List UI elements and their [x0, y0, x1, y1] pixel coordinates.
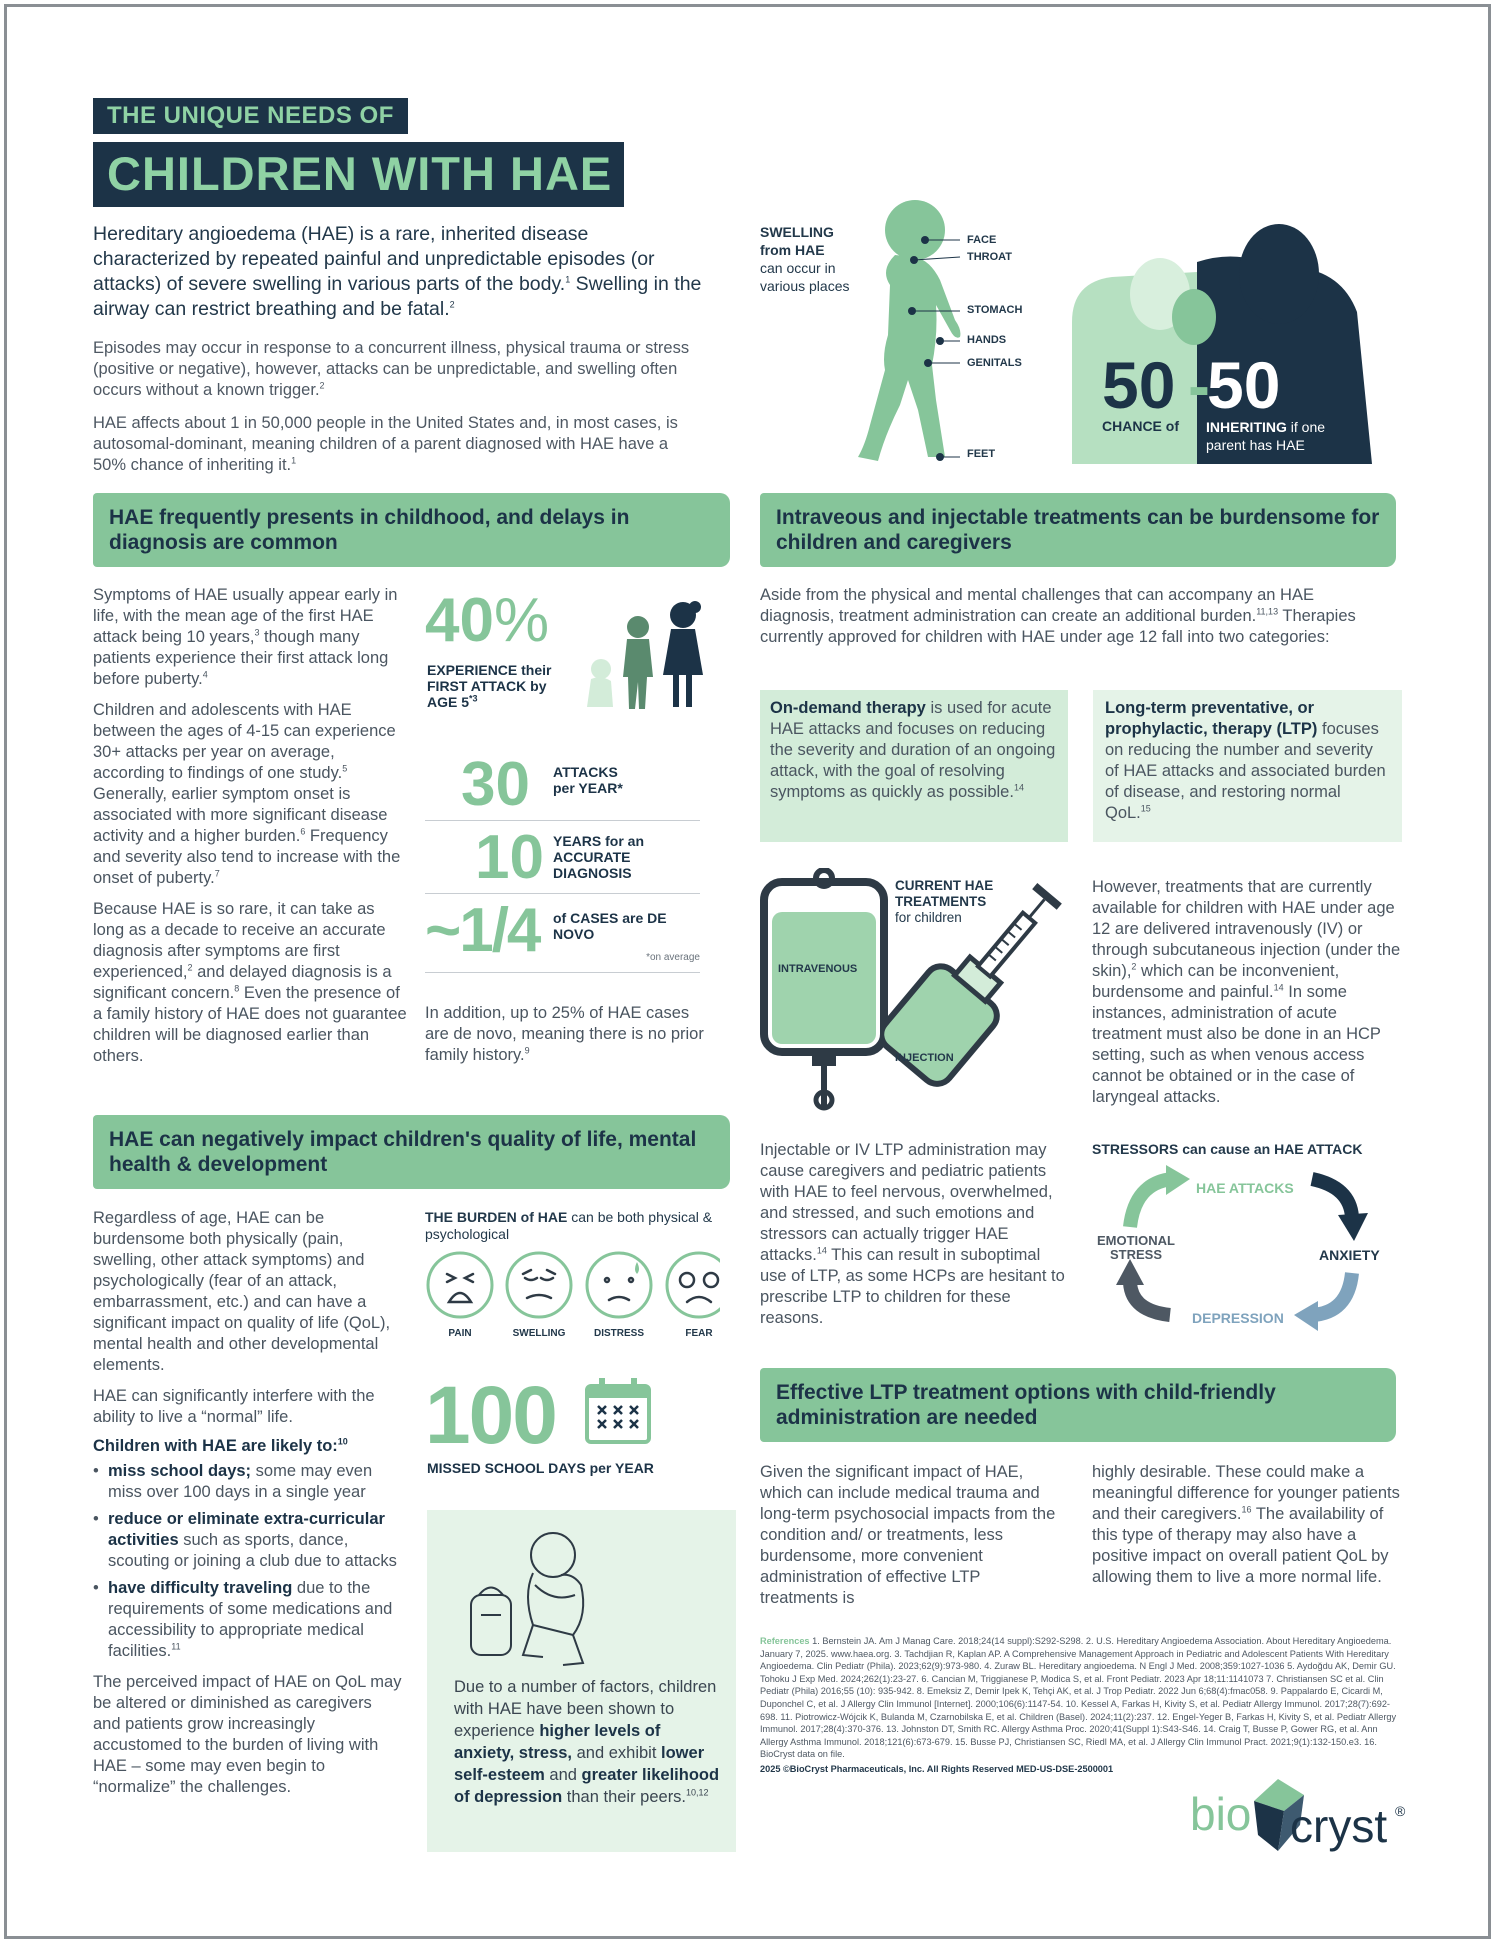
- stat-diagnosis-number: 10: [475, 823, 544, 892]
- stat-40-number: 40%: [425, 586, 550, 655]
- ltp-admin-text: Injectable or IV LTP administration may cause caregivers and pediatric patients with HAE to feel nervous, overwhelmed, and stressed, and such emotions and stressors can actually trigger HAE attacks.$^{14}$ This can result in suboptimal use of LTP, as some HCPs are hesitant to prescribe LTP to children for these reasons.: [760, 1141, 1065, 1327]
- intro-block: [93, 222, 703, 476]
- title-kicker: THE UNIQUE NEEDS OF: [93, 98, 408, 134]
- section1-p3: Because HAE is so rare, it can take as long as a decade to receive an accurate diagnosis after symptoms are first experienced,$^2$ and delayed diagnosis is a significant concern.$^8$ Even the presence of a family history of HAE does not guarantee children will be diagnosed earlier than others.: [93, 900, 407, 1065]
- face-label-pain: PAIN: [448, 1328, 472, 1339]
- denovo-text: In addition, up to 25% of HAE cases are de novo, meaning there is no prior family history.$^9$: [425, 1004, 704, 1064]
- stat-40-label: EXPERIENCE their FIRST ATTACK by AGE 5$^{*3}$: [427, 662, 552, 710]
- burden-caption: THE BURDEN of HAE can be both physical & psychological: [425, 1209, 713, 1242]
- section3-p2: HAE can significantly interfere with the ability to live a “normal” life.: [93, 1387, 375, 1426]
- face-label-swelling: SWELLING: [512, 1328, 566, 1339]
- stat-diagnosis-label: YEARS for an ACCURATE DIAGNOSIS: [553, 833, 645, 881]
- on-average-note: *on average: [646, 952, 700, 963]
- likely-heading: Children with HAE are likely to:$^{10}$: [93, 1436, 348, 1455]
- children-silhouettes-icon: [583, 597, 713, 712]
- place-hands: HANDS: [967, 334, 1007, 346]
- list-item: • have difficulty traveling due to the requirements of some medications and accessibility to appropriate medical facilities.$^{11}$: [93, 1579, 393, 1660]
- fifty-right-label: INHERITING if one parent has HAE: [1206, 419, 1326, 453]
- section1-text: [93, 585, 408, 1067]
- emotion-faces-icon: [425, 1250, 720, 1322]
- intro-paragraph-3: HAE affects about 1 in 50,000 people in the United States and, in most cases, is autosomal-dominant, meaning children of a parent diagnosed with HAE have a 50% chance of inheriting it.$^1$: [93, 414, 678, 474]
- fifty-separator: -: [1188, 348, 1210, 422]
- section3-p3: The perceived impact of HAE on QoL may be altered or diminished as caregivers and patients grow increasingly accustomed to the burden of living with HAE – some may even begin to “normalize” the challenges.: [93, 1673, 402, 1796]
- cycle-depression: DEPRESSION: [1192, 1310, 1284, 1326]
- logo-registered: ®: [1395, 1803, 1406, 1819]
- place-face: FACE: [967, 234, 997, 246]
- swelling-caption: SWELLING from HAE can occur in various places: [760, 224, 850, 294]
- injection-label: INJECTION: [895, 1052, 954, 1064]
- divider: [425, 972, 700, 973]
- list-item: • miss school days; some may even miss over 100 days in a single year: [93, 1462, 373, 1501]
- section4-col2: highly desirable. These could make a meaningful difference for younger patients and their caregivers.$^{16}$ The availability of this type of therapy may also have a positive impact on overall patient QoL by allowing them to live a more normal life.: [1092, 1463, 1400, 1586]
- section2-intro: Aside from the physical and mental challenges that can accompany an HAE diagnosis, treatment administration can create an additional burden.$^{11,13}$ Therapies currently approved for children with HAE under age 12 fall into two categories:: [760, 586, 1356, 646]
- fifty-left-label: CHANCE of: [1102, 418, 1179, 434]
- current-treatments-caption: CURRENT HAE TREATMENTS for children: [895, 878, 994, 925]
- intro-lead: Hereditary angioedema (HAE) is a rare, inherited disease characterized by repeated painful and unpredictable episodes (or attacks) of severe swelling in various parts of the body.$^1$ Swelling in the airway can restrict breathing and be fatal.$^2$: [93, 223, 702, 320]
- stat-attacks: [425, 750, 700, 820]
- section3-heading: HAE can negatively impact children's quality of life, mental health & development: [93, 1115, 730, 1189]
- section1-p1: Symptoms of HAE usually appear early in life, with the mean age of the first HAE attack being 10 years,$^3$ though many patients experience their first attack long before puberty.$^4$: [93, 586, 398, 688]
- calendar-icon: [584, 1378, 652, 1446]
- place-feet: FEET: [967, 448, 996, 460]
- missed-days-label: MISSED SCHOOL DAYS per YEAR: [427, 1460, 654, 1476]
- fifty-left-number: 50: [1102, 348, 1176, 422]
- logo-cryst: cryst: [1290, 1800, 1388, 1852]
- intro-paragraph-2: Episodes may occur in response to a concurrent illness, physical trauma or stress (positive or negative), however, attacks can be unpredictable, and swelling often occurs without a known trigger.$^2$: [93, 339, 690, 399]
- factors-text: Due to a number of factors, children with HAE have been shown to experience higher levels of anxiety, stress, and exhibit lower self-esteem and greater likelihood of depression than their peers.$^{10,12}$: [454, 1678, 720, 1806]
- section2-heading: Intraveous and injectable treatments can be burdensome for children and caregivers: [760, 493, 1396, 567]
- stressors-caption: STRESSORS can cause an HAE ATTACK: [1092, 1141, 1363, 1157]
- cycle-hae-attacks: HAE ATTACKS: [1196, 1180, 1294, 1196]
- ondemand-text: On-demand therapy is used for acute HAE attacks and focuses on reducing the severity and duration of an ongoing attack, with the goal of resolving symptoms as quickly as possible.$^{14}$: [770, 699, 1056, 801]
- list-item: • reduce or eliminate extra-curricular activities such as sports, dance, scouting or joining a club due to attacks: [93, 1510, 397, 1570]
- ltp-box: [1093, 690, 1402, 842]
- place-throat: THROAT: [967, 251, 1013, 263]
- cycle-anxiety: ANXIETY: [1319, 1247, 1380, 1263]
- face-label-distress: DISTRESS: [593, 1328, 644, 1339]
- stat-attacks-number: 30: [461, 750, 530, 819]
- however-text: However, treatments that are currently available for children with HAE under age 12 are delivered intravenously (IV) or through subcutaneous injection (under the skin),$^2$ which can be inconvenient, burdensome and painful.$^{14}$ In some instances, administration of acute treatment must also be done in an HCP setting, such as when venous access cannot be obtained or in the case of laryngeal attacks.: [1092, 878, 1401, 1106]
- copyright: 2025 ©BioCryst Pharmaceuticals, Inc. All Rights Reserved MED-US-DSE-2500001: [760, 1763, 1114, 1774]
- cycle-emotional-stress: EMOTIONAL STRESS: [1097, 1233, 1175, 1262]
- stats-list: [425, 750, 700, 973]
- stat-denovo-label: of CASES are DE NOVO: [553, 910, 667, 942]
- page-title: CHILDREN WITH HAE: [93, 142, 624, 207]
- section3-text: [93, 1208, 403, 1798]
- missed-days-number: 100: [425, 1370, 556, 1461]
- biocryst-logo: [1190, 1775, 1410, 1855]
- ondemand-box: [760, 690, 1068, 842]
- section1-heading: HAE frequently presents in childhood, and delays in diagnosis are common: [93, 493, 730, 567]
- section4-col1: Given the significant impact of HAE, which can include medical trauma and long-term psychosocial impacts from the condition and/ or treatments, less burdensome, more convenient administration of effective LTP treatments is: [760, 1463, 1056, 1607]
- references: References 1. Bernstein JA. Am J Manag Care. 2018;24(14 suppl):S292-S298. 2. U.S. Hereditary Angioedema Association. About Hereditary Angioedema. January 7, 2025. www.haea.org. 3. Tachdjian R, Kaplan AP. A Comprehensive Management Approach in Pediatric and Adolescent Patients With Hereditary Angioedema. Clin Pediatr (Phila). 2023;62(9):973-980. 4. Zuraw BL. Hereditary angioedema. N Engl J Med. 2008;359:1027-1036 5. Aydoğdu AK, Demir GU. Tohoku J Exp Med. 2024;262(1):23-27. 6. Cancian M, Triggianese P, Modica S, et al. Front Pediatr. 2023 Apr 18;11:1141073 7. Christiansen SC et al. Clin Pediatr (Phila) 2016;55 (10): 935-942. 8. Emeksiz Z, Demir Ipek K, Tehçi AK, et al. J Trop Pediatr. 2022 Jun 6;68(4):fmac058. 9. Pappalardo E, Cicardi M, Duponchel C, et al. J Allergy Clin Immunol [Internet]. 2000;106(6):1147-54. 10. Kessel A, Farkas H, Kivity S, et al. Pediatr Allergy Immunol. 2017;28(7):692-698. 11. Piotrowicz-Wójcik K, Bulanda M, Czarnobilska E, et al. Children (Basel). 2024;11(2):237. 12. Engel-Yeger B, Farkas H, Kivity S, et al. Pediatr Allergy Immunol. 2017;28(4):370-376. 13. Johnston DT, Smith RC. Allergy Asthma Proc. 2020;41(Suppl 1):S43-S46. 14. Craig T, Busse P, Gower RG, et al. Ann Allergy Asthma Immunol. 2018;121(6):673-679. 15. Busse PJ, Christiansen SC, Riedl MA, et al. J Allergy Clin Immunol Pract. 2021;9(1):132-150.e3. 16. BioCryst data on file. 2025 ©BioCryst Pharmaceuticals, Inc. All Rights Reserved MED-US-DSE-2500001: [760, 1635, 1402, 1776]
- ltp-text: Long-term preventative, or prophylactic, therapy (LTP) focuses on reducing the number and severity of HAE attacks and associated burden of disease, and restoring normal QoL.$^{15}$: [1105, 699, 1386, 822]
- fifty-right-number: 50: [1207, 348, 1281, 422]
- logo-bio: bio: [1190, 1788, 1252, 1840]
- stat-attacks-label: ATTACKS per YEAR*: [553, 764, 623, 796]
- stat-denovo-number: ~1/4: [425, 896, 540, 965]
- iv-label: INTRAVENOUS: [778, 963, 858, 975]
- place-stomach: STOMACH: [967, 304, 1023, 316]
- section3-p1: Regardless of age, HAE can be burdensome both physically (pain, swelling, other attack symptoms) and psychologically (fear of an attack, embarrassment, etc.) and can have a significant impact on quality of life (QoL), mental health and other developmental elements.: [93, 1209, 391, 1374]
- place-genitals: GENITALS: [967, 357, 1022, 369]
- stat-denovo: [425, 894, 700, 972]
- sad-child-icon: [463, 1525, 613, 1675]
- stat-diagnosis: [425, 821, 700, 893]
- face-label-fear: FEAR: [685, 1328, 713, 1339]
- likely-list: [93, 1461, 403, 1662]
- factors-box: [427, 1510, 736, 1852]
- section4-heading: Effective LTP treatment options with child-friendly administration are needed: [760, 1368, 1396, 1442]
- section1-p2: Children and adolescents with HAE between the ages of 4-15 can experience 30+ attacks per year on average, according to findings of one study.$^5$ Generally, earlier symptom onset is associated with more significant disease activity and a higher burden.$^6$ Frequency and severity also tend to increase with the onset of puberty.$^7$: [93, 701, 401, 887]
